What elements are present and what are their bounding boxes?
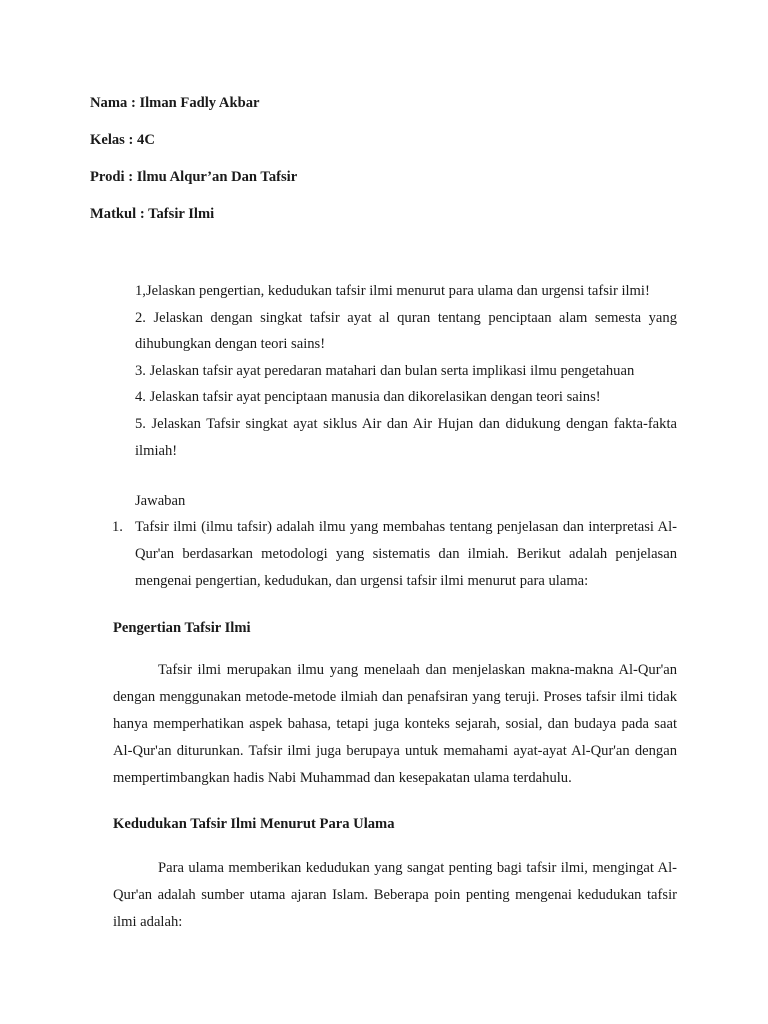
question-item: 2. Jelaskan dengan singkat tafsir ayat al quran tentang penciptaan alam semesta yang dihubungkan dengan teori sains! xyxy=(135,309,677,353)
answer-text: Tafsir ilmi (ilmu tafsir) adalah ilmu yang membahas tentang penjelasan dan interpretasi Al-Qur'an berdasarkan metodologi yang sistematis dan ilmiah. Berikut adalah penjelasan mengenai pengertian, kedudukan, dan urgensi tafsir ilmi menurut para ulama: xyxy=(135,519,677,589)
student-name: Nama : Ilman Fadly Akbar xyxy=(90,95,260,111)
section-title-pengertian: Pengertian Tafsir Ilmi xyxy=(113,620,251,636)
student-class: Kelas : 4C xyxy=(90,132,155,148)
course-name: Matkul : Tafsir Ilmi xyxy=(90,206,215,222)
question-item: 3. Jelaskan tafsir ayat peredaran matahari dan bulan serta implikasi ilmu pengetahuan xyxy=(135,362,635,379)
answer-number: 1. xyxy=(112,519,123,535)
paragraph-kedudukan: Para ulama memberikan kedudukan yang sangat penting bagi tafsir ilmi, mengingat Al-Qur'an adalah sumber utama ajaran Islam. Beberapa poin penting mengenai kedudukan tafsir ilmi adalah: xyxy=(113,860,677,930)
question-item: 5. Jelaskan Tafsir singkat ayat siklus Air dan Air Hujan dan didukung dengan fakta-fakta ilmiah! xyxy=(135,415,677,459)
question-item: 1,Jelaskan pengertian, kedudukan tafsir ilmi menurut para ulama dan urgensi tafsir ilmi! xyxy=(135,283,650,299)
paragraph-pengertian: Tafsir ilmi merupakan ilmu yang menelaah dan menjelaskan makna-makna Al-Qur'an dengan menggunakan metode-metode ilmiah dan penafsiran yang teruji. Proses tafsir ilmi tidak hanya memperhatikan aspek bahasa, tetapi juga konteks sejarah, sosial, dan budaya pada saat Al-Qur'an diturunkan. Tafsir ilmi juga berupaya untuk memahami ayat-ayat Al-Qur'an dengan mempertimbangkan hadis Nabi Muhammad dan kesepakatan ulama terdahulu. xyxy=(113,662,677,786)
study-program: Prodi : Ilmu Alqur’an Dan Tafsir xyxy=(90,169,298,185)
question-item: 4. Jelaskan tafsir ayat penciptaan manusia dan dikorelasikan dengan teori sains! xyxy=(135,389,601,406)
answer-item xyxy=(112,514,677,595)
section-title-kedudukan: Kedudukan Tafsir Ilmi Menurut Para Ulama xyxy=(113,816,395,832)
answer-heading: Jawaban xyxy=(135,493,186,509)
question-list xyxy=(135,278,677,464)
